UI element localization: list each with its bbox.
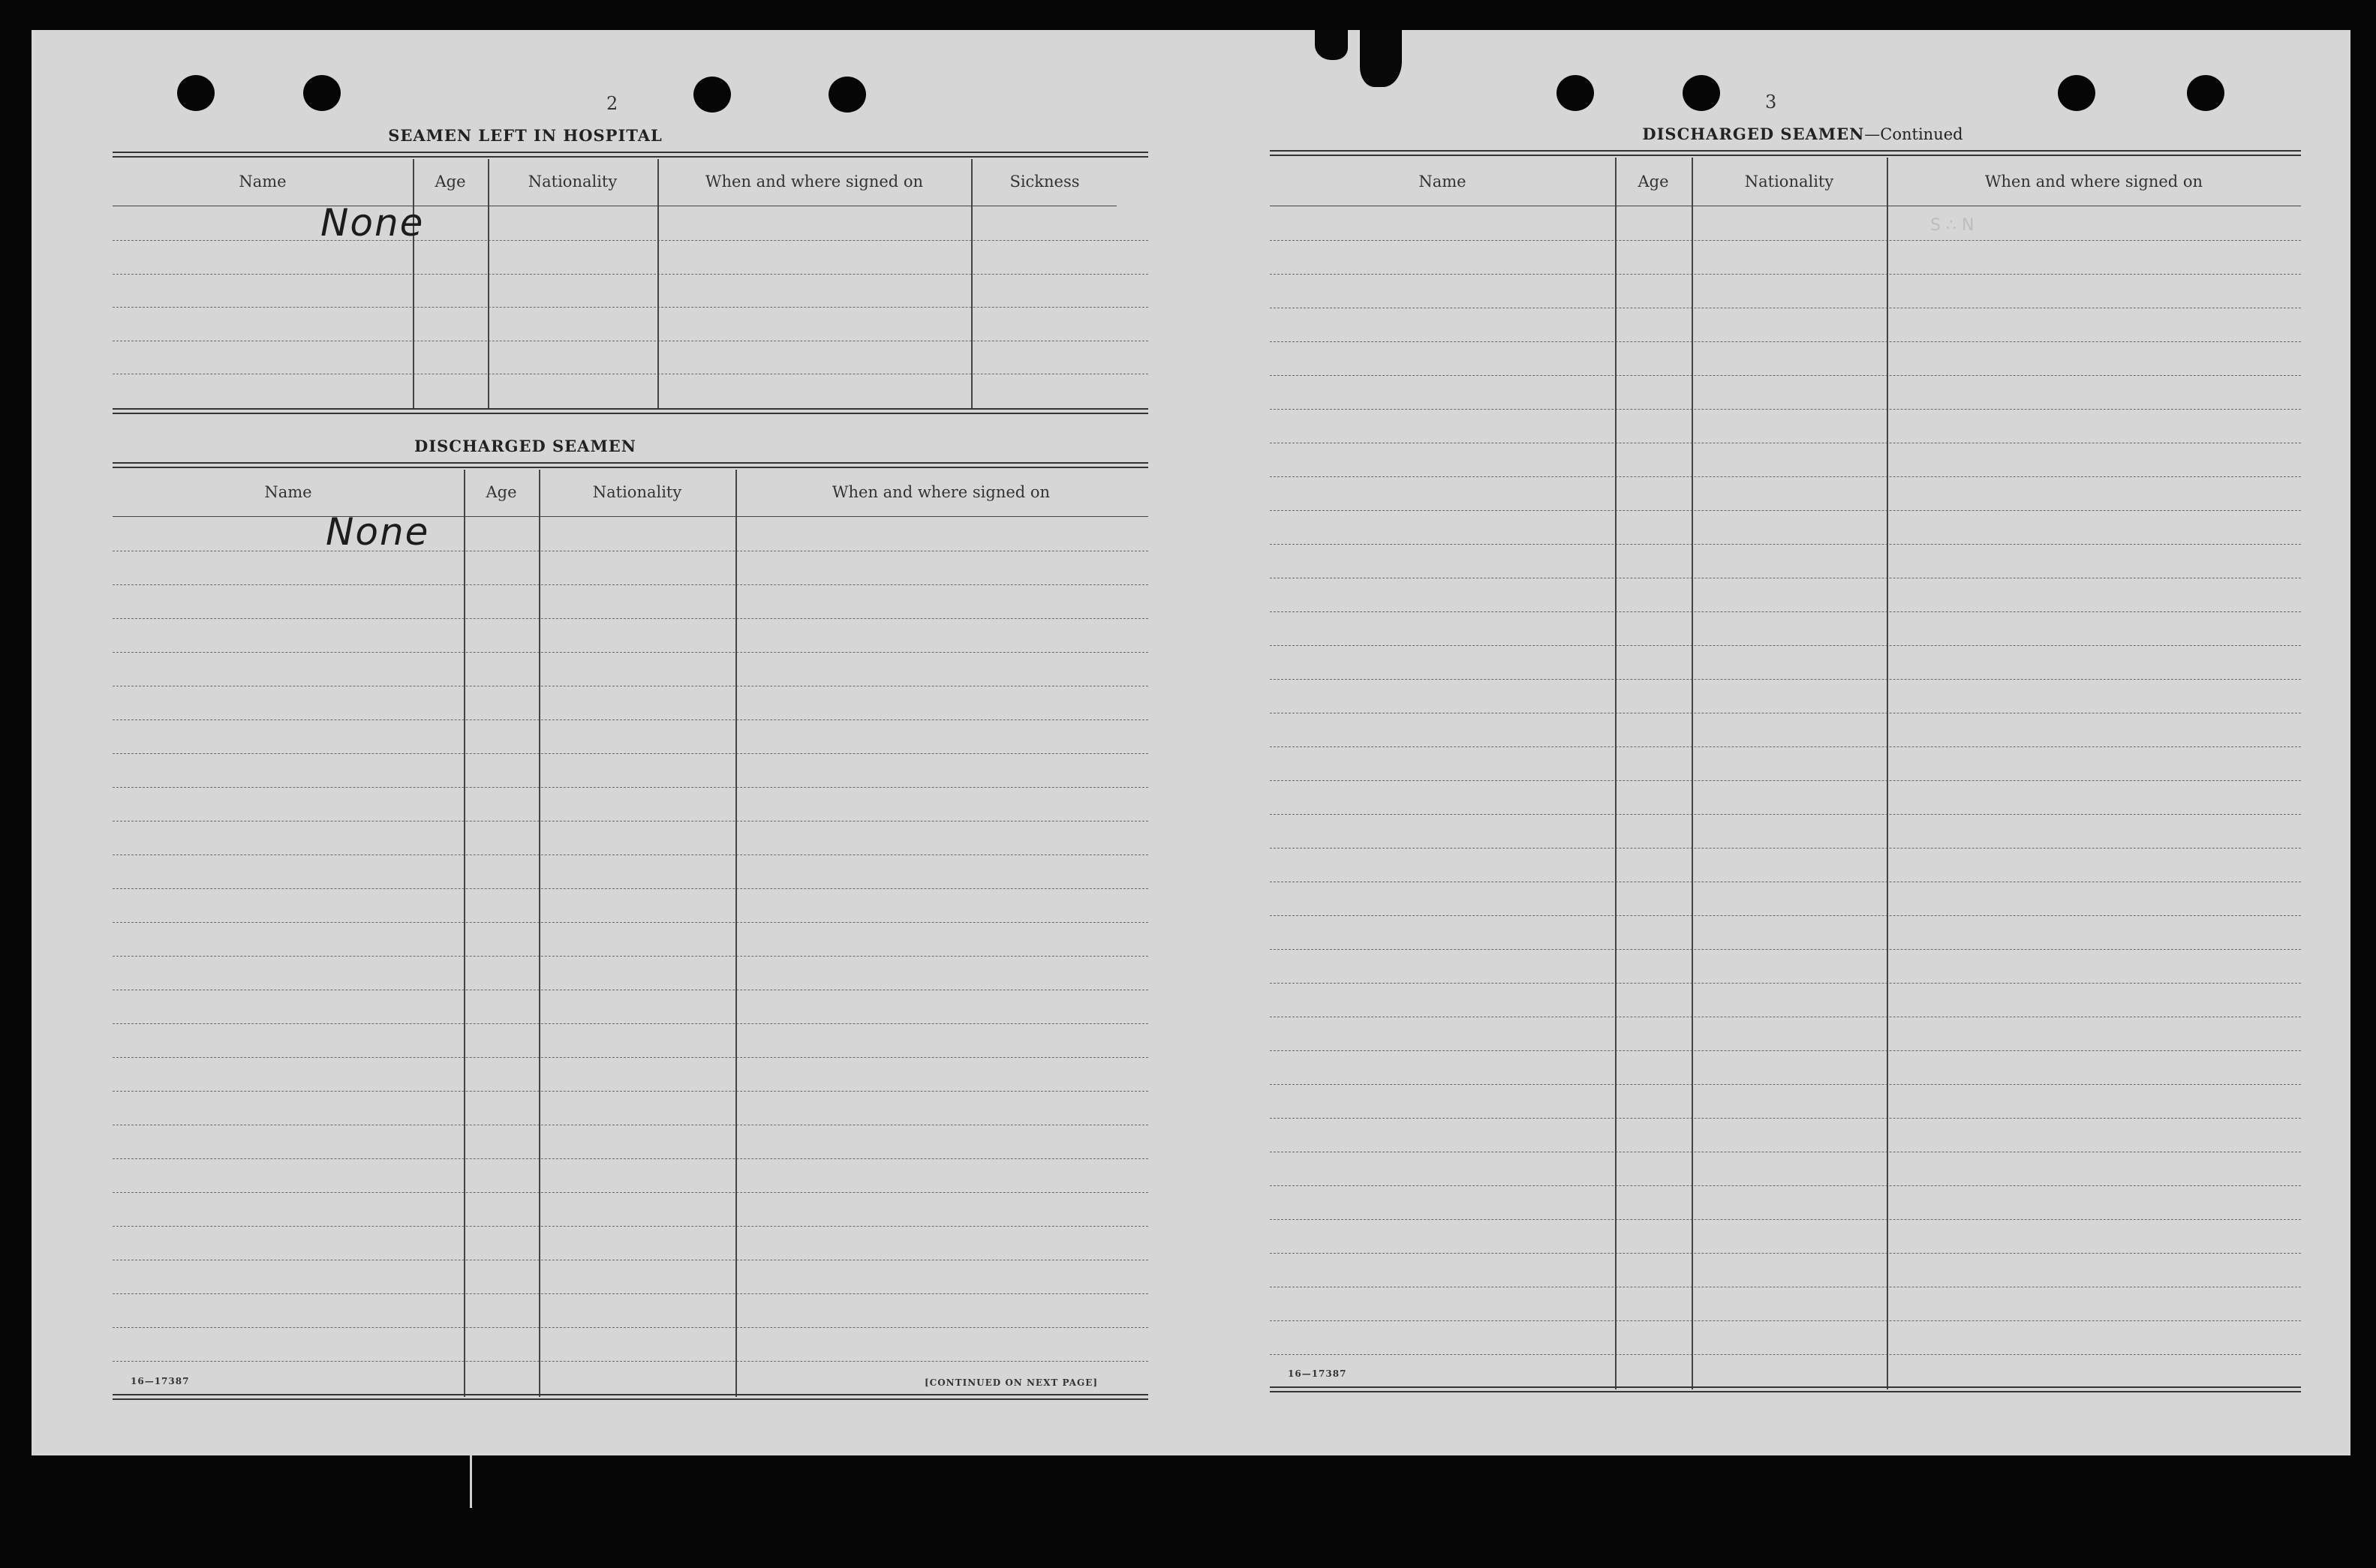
discharged-row-line <box>113 584 1148 585</box>
right-row-line <box>1270 240 2301 241</box>
hospital-col-age: Age <box>435 173 466 191</box>
right-row-line <box>1270 1185 2301 1186</box>
right-col-nationality: Nationality <box>1744 173 1834 191</box>
hospital-col-signed-on: When and where signed on <box>705 173 924 191</box>
discharged-row-line <box>113 1158 1148 1159</box>
discharged-row-line <box>113 956 1148 957</box>
discharged-col-divider <box>735 470 737 1397</box>
right-row-line <box>1270 476 2301 477</box>
discharged-row-line <box>113 922 1148 923</box>
punch-hole <box>1556 75 1594 111</box>
right-row-line <box>1270 1253 2301 1254</box>
hospital-row-line <box>113 274 1148 275</box>
right-row-line <box>1270 409 2301 410</box>
right-row-line <box>1270 983 2301 984</box>
discharged-top-rule <box>113 462 1148 468</box>
discharged-row-line <box>113 1327 1148 1328</box>
discharged-col-name: Name <box>264 483 312 501</box>
hospital-col-divider <box>971 159 973 410</box>
right-row-line <box>1270 780 2301 781</box>
hospital-none-handwritten: None <box>320 201 425 245</box>
discharged-header-rule <box>113 516 1148 517</box>
right-top-rule <box>1270 150 2301 156</box>
punch-hole <box>177 75 215 111</box>
discharged-row-line <box>113 1226 1148 1227</box>
torn-notch <box>1315 30 1348 60</box>
right-row-line <box>1270 1320 2301 1321</box>
right-row-line <box>1270 848 2301 849</box>
discharged-row-line <box>113 1293 1148 1294</box>
right-row-line <box>1270 375 2301 376</box>
discharged-continued-title-main: DISCHARGED SEAMEN <box>1642 125 1865 143</box>
hospital-section-title: SEAMEN LEFT IN HOSPITAL <box>388 126 663 145</box>
hospital-col-divider <box>413 159 414 410</box>
form-number-right: 16—17387 <box>1288 1368 1347 1379</box>
discharged-row-line <box>113 719 1148 720</box>
manifest-sheet <box>32 30 2350 1455</box>
hospital-top-rule <box>113 152 1148 158</box>
discharged-col-divider <box>539 470 540 1397</box>
right-row-line <box>1270 814 2301 815</box>
discharged-row-line <box>113 753 1148 754</box>
hospital-col-divider <box>488 159 489 410</box>
right-row-line <box>1270 1084 2301 1085</box>
continued-label: —Continued <box>1864 125 1963 143</box>
right-col-name: Name <box>1418 173 1466 191</box>
right-col-divider <box>1615 158 1617 1389</box>
hospital-row-line <box>113 307 1148 308</box>
discharged-row-line <box>113 1361 1148 1362</box>
continued-note: [CONTINUED ON NEXT PAGE] <box>925 1377 1099 1388</box>
torn-notch <box>1360 30 1402 87</box>
right-row-line <box>1270 341 2301 342</box>
punch-hole <box>829 77 866 113</box>
hospital-col-nationality: Nationality <box>528 173 618 191</box>
right-row-line <box>1270 274 2301 275</box>
right-row-line <box>1270 1118 2301 1119</box>
hospital-bottom-rule <box>113 408 1148 414</box>
discharged-row-line <box>113 652 1148 653</box>
discharged-row-line <box>113 618 1148 619</box>
right-row-line <box>1270 1050 2301 1051</box>
discharged-row-line <box>113 787 1148 788</box>
punch-hole <box>2187 75 2224 111</box>
right-row-line <box>1270 949 2301 950</box>
discharged-col-signed-on: When and where signed on <box>832 483 1051 501</box>
hospital-col-sickness: Sickness <box>1009 173 1080 191</box>
right-col-signed-on: When and where signed on <box>1984 173 2203 191</box>
page-number-right: 3 <box>1765 92 1777 113</box>
punch-hole <box>2058 75 2095 111</box>
discharged-col-nationality: Nationality <box>592 483 682 501</box>
right-col-divider <box>1692 158 1693 1389</box>
right-row-line <box>1270 679 2301 680</box>
punch-hole <box>693 77 731 113</box>
right-bottom-rule <box>1270 1386 2301 1392</box>
right-row-line <box>1270 544 2301 545</box>
punch-hole <box>1683 75 1720 111</box>
discharged-none-handwritten: None <box>326 510 430 554</box>
discharged-bottom-rule <box>113 1394 1148 1400</box>
discharged-row-line <box>113 1091 1148 1092</box>
discharged-row-line <box>113 888 1148 889</box>
discharged-row-line <box>113 821 1148 822</box>
discharged-col-age: Age <box>486 483 517 501</box>
right-row-line <box>1270 611 2301 612</box>
form-number-left: 16—17387 <box>131 1376 190 1386</box>
hospital-row-line <box>113 240 1148 241</box>
faint-stamp-mark: S ∴ N <box>1930 216 1974 235</box>
hospital-col-name: Name <box>239 173 287 191</box>
right-col-divider <box>1887 158 1888 1389</box>
right-row-line <box>1270 1219 2301 1220</box>
right-row-line <box>1270 645 2301 646</box>
page-number-left: 2 <box>606 93 618 114</box>
right-row-line <box>1270 746 2301 747</box>
punch-hole <box>303 75 341 111</box>
right-row-line <box>1270 915 2301 916</box>
scan-artifact <box>470 1455 472 1508</box>
discharged-continued-title <box>1442 125 2163 143</box>
discharged-row-line <box>113 1057 1148 1058</box>
hospital-col-divider <box>657 159 659 410</box>
discharged-section-title: DISCHARGED SEAMEN <box>414 437 636 455</box>
right-row-line <box>1270 510 2301 511</box>
discharged-col-divider <box>464 470 465 1397</box>
discharged-row-line <box>113 1023 1148 1024</box>
right-col-age: Age <box>1638 173 1669 191</box>
discharged-row-line <box>113 1192 1148 1193</box>
right-row-line <box>1270 1354 2301 1355</box>
